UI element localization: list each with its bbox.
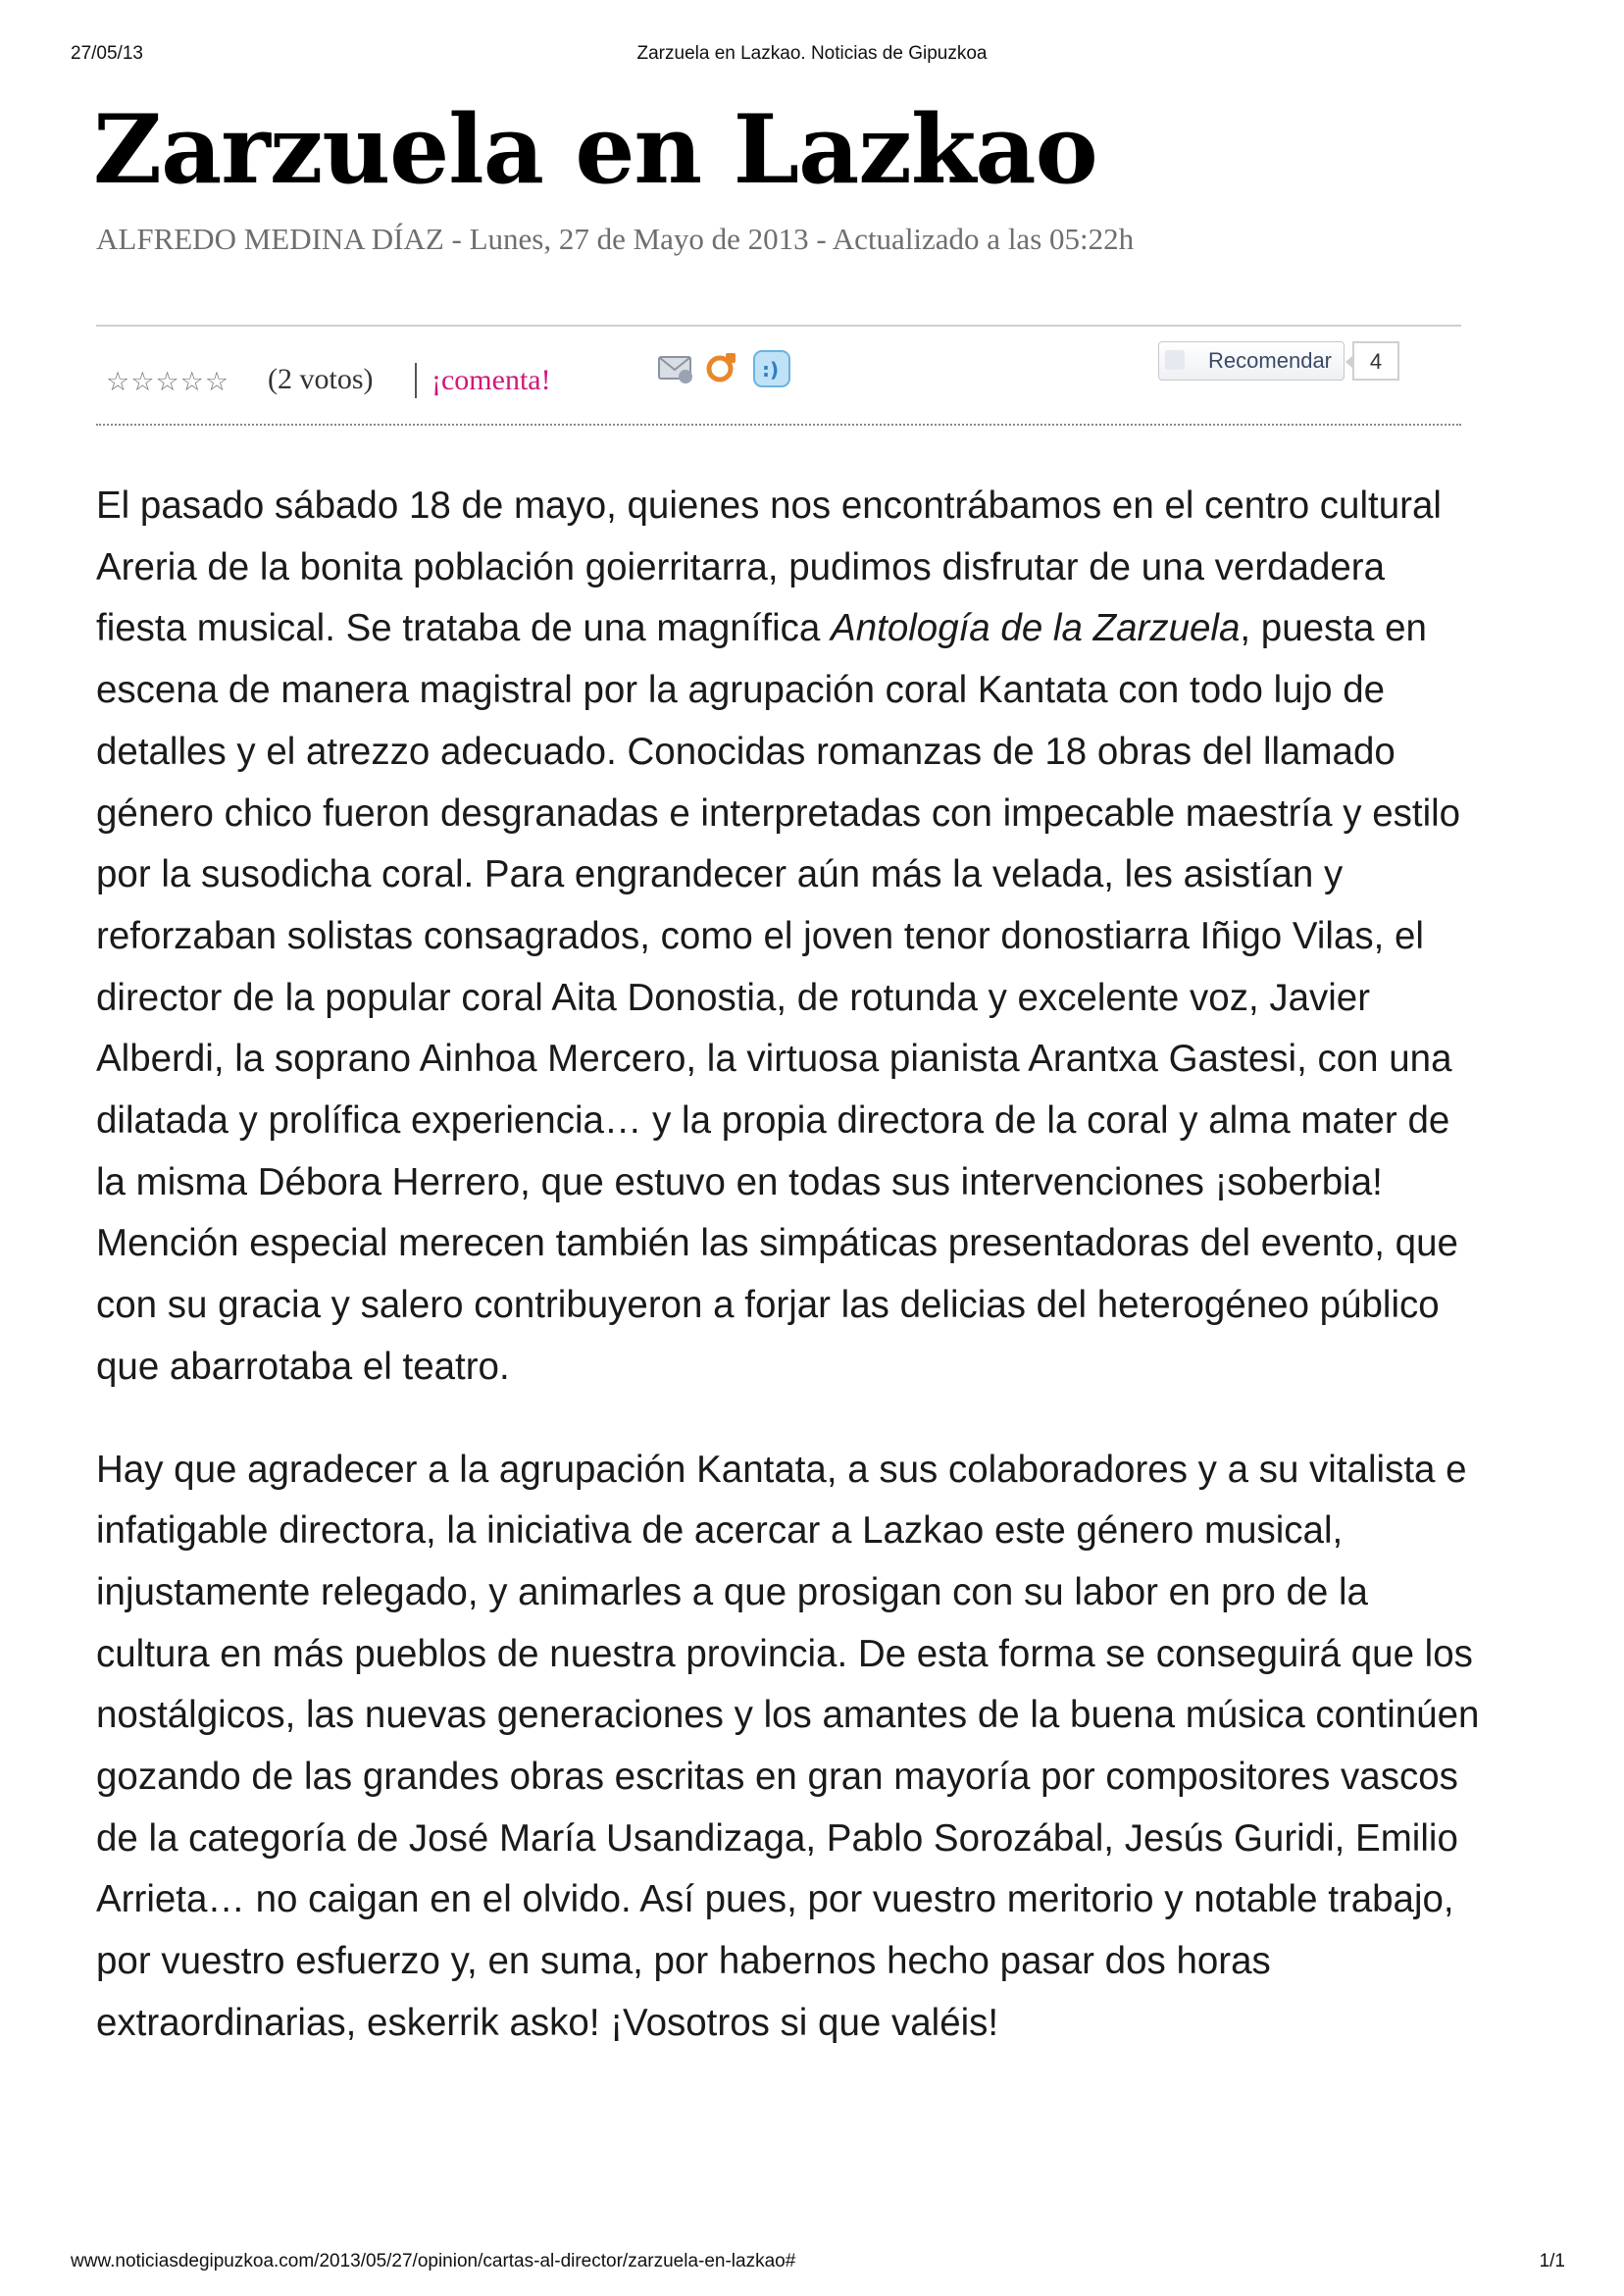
paragraph-line — [96, 784, 1528, 845]
line-text: género chico fueron desgranadas e interpretadas con impecable maestría y estilo — [96, 791, 1461, 835]
line-text: reforzaban solistas consagrados, como el joven tenor donostiarra Iñigo Vilas, el — [96, 914, 1424, 957]
line-text: Alberdi, la soprano Ainhoa Mercero, la virtuosa pianista Arantxa Gastesi, con una — [96, 1038, 1452, 1081]
line-text: , puesta en — [1240, 607, 1427, 650]
paragraph-line — [96, 660, 1528, 722]
paragraph-line — [96, 1275, 1528, 1337]
svg-text::): :) — [761, 358, 780, 382]
paragraph-line — [96, 906, 1528, 968]
paragraph-line — [96, 1685, 1528, 1747]
line-text: que abarrotaba el teatro. — [96, 1345, 510, 1388]
line-text: director de la popular coral Aita Donostia, de rotunda y excelente voz, Javier — [96, 976, 1371, 1019]
toolbar-divider — [96, 424, 1461, 426]
article-paragraph — [96, 1440, 1528, 2055]
star-icon[interactable]: ☆ — [204, 367, 230, 397]
paragraph-line — [96, 1501, 1528, 1562]
line-text: fiesta musical. Se trataba de una magnífica — [96, 607, 832, 650]
article-body — [96, 476, 1528, 2055]
header-divider — [96, 325, 1461, 327]
paragraph-line — [96, 1624, 1528, 1686]
orkut-share-icon[interactable] — [706, 349, 739, 391]
line-text: Mención especial merecen también las simpáticas presentadoras del evento, que — [96, 1222, 1458, 1265]
line-text: Arrieta… no caigan en el olvido. Así pues, por vuestro meritorio y notable trabajo, — [96, 1878, 1454, 1921]
line-text: la misma Débora Herrero, que estuvo en todas sus intervenciones ¡soberbia! — [96, 1160, 1383, 1203]
line-text: dilatada y prolífica experiencia… y la propia directora de la coral y alma mater de — [96, 1099, 1450, 1143]
rating-stars[interactable] — [106, 367, 229, 397]
print-page-number: 1/1 — [1539, 2251, 1565, 2271]
rating-votes: (2 votos) — [268, 363, 374, 395]
paragraph-line — [96, 1213, 1528, 1275]
paragraph-line — [96, 476, 1528, 537]
paragraph-line — [96, 1931, 1528, 1993]
line-text: injustamente relegado, y animarles a que prosigan con su labor en pro de la — [96, 1570, 1368, 1613]
paragraph-line — [96, 968, 1528, 1030]
paragraph-line — [96, 1091, 1528, 1152]
article-headline: Zarzuela en Lazkao — [93, 94, 1097, 205]
line-text: Areria de la bonita población goierritarra, pudimos disfrutar de una verdadera — [96, 545, 1386, 588]
star-icon[interactable]: ☆ — [155, 367, 180, 397]
paragraph-line — [96, 722, 1528, 784]
star-icon[interactable]: ☆ — [106, 367, 131, 397]
paragraph-line — [96, 1337, 1528, 1399]
line-text: detalles y el atrezzo adecuado. Conocidas romanzas de 18 obras del llamado — [96, 730, 1396, 773]
print-footer — [0, 2251, 1624, 2278]
line-text: de la categoría de José María Usandizaga, Pablo Sorozábal, Jesús Guridi, Emilio — [96, 1816, 1458, 1860]
line-text: infatigable directora, la iniciativa de acercar a Lazkao este género musical, — [96, 1509, 1344, 1553]
paragraph-line — [96, 1809, 1528, 1870]
line-text: cultura en más pueblos de nuestra provincia. De esta forma se conseguirá que los — [96, 1632, 1473, 1675]
comment-link[interactable]: ¡comenta! — [431, 364, 551, 396]
recommend-label: Recomendar — [1208, 348, 1332, 373]
line-text: escena de manera magistral por la agrupación coral Kantata con todo lujo de — [96, 669, 1386, 712]
paragraph-line — [96, 844, 1528, 906]
paragraph-line — [96, 537, 1528, 599]
article-toolbar — [96, 333, 1461, 422]
paragraph-line — [96, 1029, 1528, 1091]
star-icon[interactable]: ☆ — [130, 367, 156, 397]
paragraph-line — [96, 1152, 1528, 1214]
print-url: www.noticiasdegipuzkoa.com/2013/05/27/opinion/cartas-al-director/zarzuela-en-lazkao# — [71, 2251, 796, 2271]
paragraph-line — [96, 1993, 1528, 2055]
line-text: Hay que agradecer a la agrupación Kantata, a sus colaboradores y a su vitalista e — [96, 1448, 1467, 1491]
messenger-share-icon[interactable] — [752, 349, 791, 393]
article-byline: ALFREDO MEDINA DÍAZ - Lunes, 27 de Mayo de 2013 - Actualizado a las 05:22h — [96, 222, 1135, 256]
print-page-title: Zarzuela en Lazkao. Noticias de Gipuzkoa — [636, 43, 988, 64]
line-text: por vuestro esfuerzo y, en suma, por habernos hecho pasar dos horas — [96, 1940, 1271, 1983]
recommend-count: 4 — [1352, 341, 1399, 381]
print-date: 27/05/13 — [71, 43, 143, 64]
line-text: gozando de las grandes obras escritas en gran mayoría por compositores vascos — [96, 1756, 1458, 1799]
article-paragraph — [96, 476, 1528, 1399]
facebook-icon — [1165, 350, 1185, 370]
paragraph-line — [96, 1869, 1528, 1931]
italic-title: Antología de la Zarzuela — [831, 607, 1241, 650]
email-share-icon[interactable] — [657, 349, 694, 391]
print-header — [0, 43, 1624, 73]
share-icons — [657, 349, 799, 394]
line-text: por la susodicha coral. Para engrandecer aún más la velada, les asistían y — [96, 853, 1344, 896]
star-icon[interactable]: ☆ — [179, 367, 205, 397]
line-text: El pasado sábado 18 de mayo, quienes nos encontrábamos en el centro cultural — [96, 485, 1442, 527]
paragraph-line — [96, 598, 1528, 660]
toolbar-separator — [415, 363, 417, 398]
line-text: con su gracia y salero contribuyeron a forjar las delicias del heterogéneo público — [96, 1284, 1440, 1327]
line-text: nostálgicos, las nuevas generaciones y los amantes de la buena música continúen — [96, 1694, 1480, 1737]
recommend-button[interactable] — [1158, 341, 1345, 381]
line-text: extraordinarias, eskerrik asko! ¡Vosotros si que valéis! — [96, 2001, 999, 2044]
paragraph-line — [96, 1747, 1528, 1809]
paragraph-line — [96, 1562, 1528, 1624]
paragraph-line — [96, 1440, 1528, 1502]
